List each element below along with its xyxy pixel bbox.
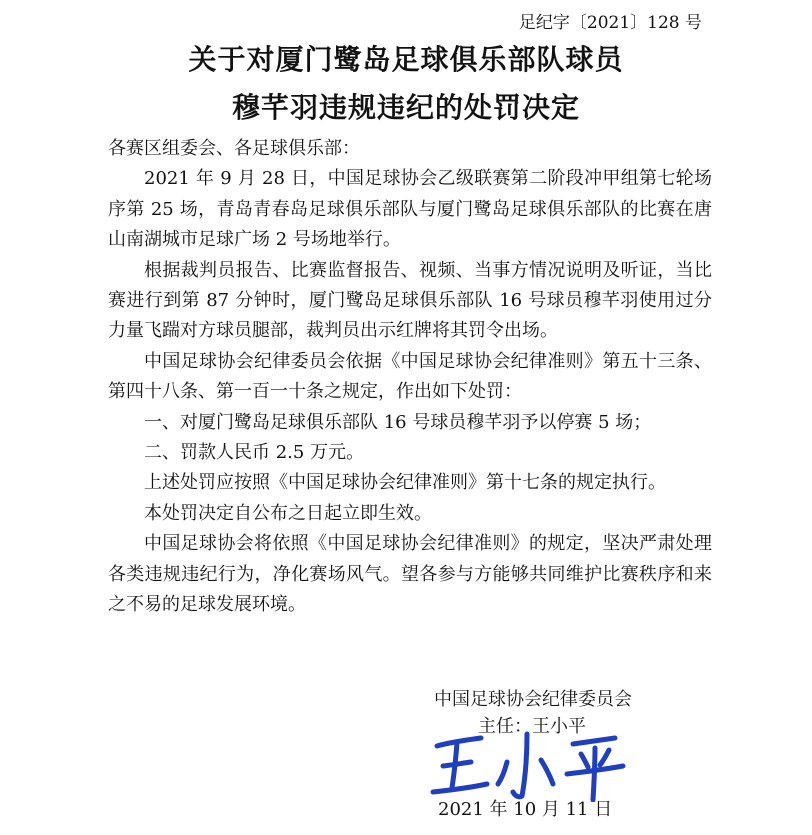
paragraph-closing: 中国足球协会将依照《中国足球协会纪律准则》的规定，坚决严肃处理各类违规违纪行为，净化赛场风气。望各参与方能够共同维护比赛秩序和来之不易的足球发展环境。: [108, 533, 712, 616]
document-title-line-1: 关于对厦门鹭岛足球俱乐部队球员: [188, 43, 624, 76]
paragraph-execution: 上述处罚应按照《中国足球协会纪律准则》第十七条的规定执行。: [144, 472, 666, 494]
paragraph-match-info: 2021 年 9 月 28 日，中国足球协会乙级联赛第二阶段冲甲组第七轮场序第 25 场，青岛青春岛足球俱乐部队与厦门鹭岛足球俱乐部队的比赛在唐山南湖城市足球广场 2 号场地举行。: [108, 168, 712, 251]
chair-name: 主任：王小平: [478, 716, 586, 737]
document-number: 足纪字〔2021〕128 号: [518, 13, 702, 33]
addressee: 各赛区组委会、各足球俱乐部：: [108, 138, 360, 159]
issue-date: 2021 年 10 月 11 日: [438, 799, 613, 820]
issuer: 中国足球协会纪律委员会: [434, 689, 632, 710]
document-body: [108, 134, 712, 621]
document-title-line-2: 穆芊羽违规违纪的处罚决定: [231, 91, 580, 124]
handwritten-signature: [425, 722, 635, 802]
paragraph-effective: 本处罚决定自公布之日起立即生效。: [144, 502, 432, 524]
penalty-item-2: 二、罚款人民币 2.5 万元。: [144, 442, 365, 464]
penalty-item-1: 一、对厦门鹭岛足球俱乐部队 16 号球员穆芊羽予以停赛 5 场；: [144, 411, 652, 433]
paragraph-basis: 中国足球协会纪律委员会依据《中国足球协会纪律准则》第五十三条、第四十八条、第一百一十条之规定，作出如下处罚：: [108, 350, 712, 403]
paragraph-incident: 根据裁判员报告、比赛监督报告、视频、当事方情况说明及听证，当比赛进行到第 87 分钟时，厦门鹭岛足球俱乐部队 16 号球员穆芊羽使用过分力量飞踹对方球员腿部，裁判员出示红牌将其罚令出场。: [108, 259, 712, 342]
